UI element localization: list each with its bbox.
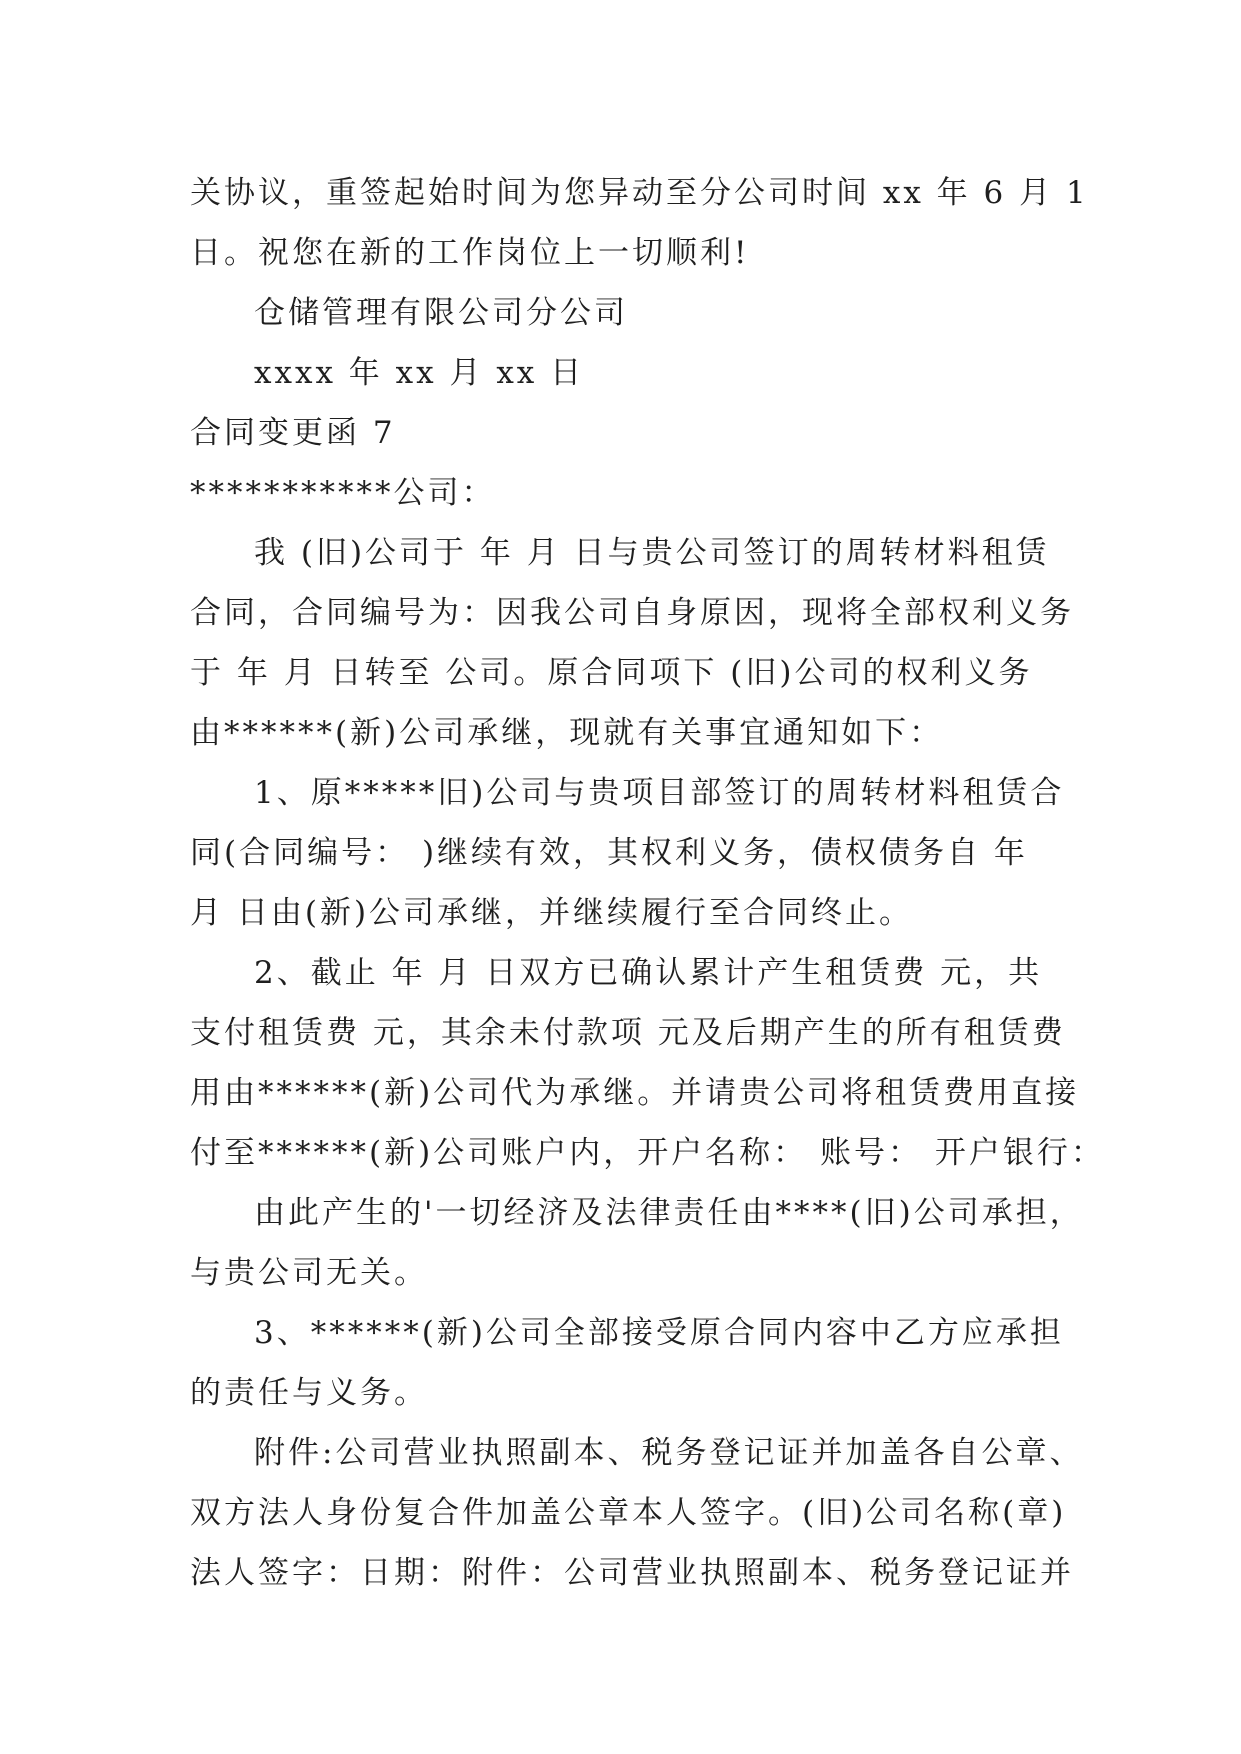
paragraph-line: 我 (旧)公司于 年 月 日与贵公司签订的周转材料租赁 (254, 535, 1050, 571)
paragraph-line: 付至******(新)公司账户内，开户名称： 账号： 开户银行： (190, 1135, 1105, 1171)
recipient-line: ***********公司： (190, 475, 496, 511)
paragraph-line: 关协议，重签起始时间为您异动至分公司时间 xx 年 6 月 1 (190, 175, 1089, 211)
paragraph-line: 法人签字：日期：附件：公司营业执照副本、税务登记证并 (190, 1555, 1074, 1591)
paragraph-line: 3、******(新)公司全部接受原合同内容中乙方应承担 (254, 1315, 1064, 1351)
paragraph-line: 支付租赁费 元，其余未付款项 元及后期产生的所有租赁费 (190, 1015, 1066, 1051)
paragraph-line: 日。祝您在新的工作岗位上一切顺利! (190, 235, 750, 271)
paragraph-line: 2、截止 年 月 日双方已确认累计产生租赁费 元，共 (254, 955, 1043, 991)
paragraph-line: 于 年 月 日转至 公司。原合同项下 (旧)公司的权利义务 (190, 655, 1033, 691)
paragraph-line: 由******(新)公司承继，现就有关事宜通知如下： (190, 715, 944, 751)
paragraph-line: 的责任与义务。 (190, 1375, 428, 1411)
section-title: 合同变更函 7 (190, 415, 396, 451)
company-signature: 仓储管理有限公司分公司 (254, 295, 628, 331)
paragraph-line: 用由******(新)公司代为承继。并请贵公司将租赁费用直接 (190, 1075, 1080, 1111)
date-line: xxxx 年 xx 月 xx 日 (254, 355, 585, 391)
paragraph-line: 同(合同编号： )继续有效，其权利义务，债权债务自 年 (190, 835, 1028, 871)
paragraph-line: 附件:公司营业执照副本、税务登记证并加盖各自公章、 (254, 1435, 1084, 1471)
document-body (190, 163, 1105, 1603)
paragraph-line: 由此产生的'一切经济及法律责任由****(旧)公司承担， (254, 1195, 1084, 1231)
paragraph-line: 1、原*****旧)公司与贵项目部签订的周转材料租赁合 (254, 775, 1065, 811)
paragraph-line: 与贵公司无关。 (190, 1255, 428, 1291)
paragraph-line: 双方法人身份复合件加盖公章本人签字。(旧)公司名称(章) (190, 1495, 1067, 1531)
paragraph-line: 月 日由(新)公司承继，并继续履行至合同终止。 (190, 895, 914, 931)
paragraph-line: 合同，合同编号为：因我公司自身原因，现将全部权利义务 (190, 595, 1074, 631)
